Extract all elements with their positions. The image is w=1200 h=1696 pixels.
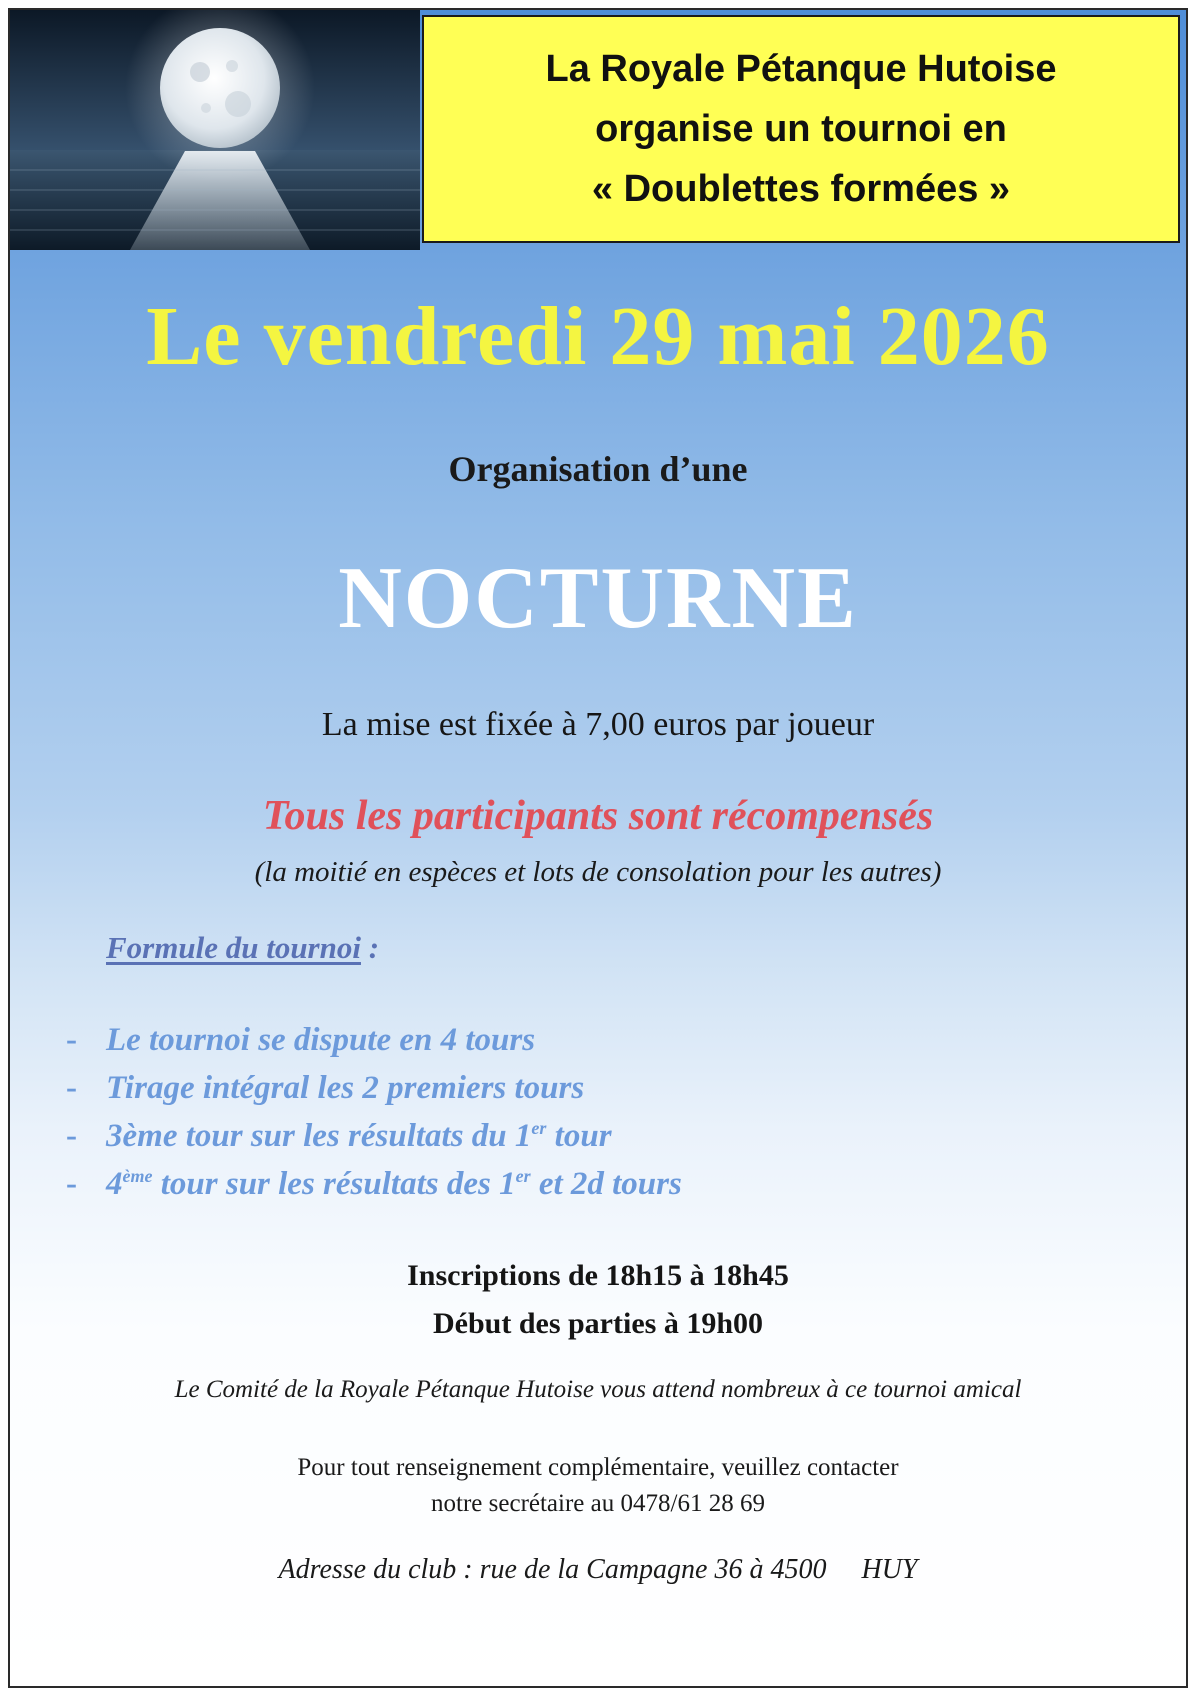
list-dash: -	[66, 1118, 77, 1154]
title-line-1: La Royale Pétanque Hutoise	[545, 48, 1057, 90]
rewards-note: (la moitié en espèces et lots de consolation pour les autres)	[254, 856, 942, 888]
event-type-heading: NOCTURNE	[338, 550, 858, 647]
formula-list	[66, 1016, 682, 1208]
schedule	[10, 1252, 1186, 1348]
formula-heading-text: Formule du tournoi	[106, 930, 361, 965]
list-item	[66, 1016, 682, 1064]
contact-line-1: Pour tout renseignement complémentaire, veuillez contacter	[297, 1454, 899, 1481]
contact-line-2: notre secrétaire au 0478/61 28 69	[431, 1490, 765, 1517]
contact-info	[10, 1450, 1186, 1522]
moon-over-sea-photo	[10, 10, 420, 250]
superscript: ème	[122, 1166, 153, 1186]
event-date: Le vendredi 29 mai 2026	[146, 290, 1050, 383]
title-line-2: organise un tournoi en	[595, 108, 1007, 150]
committee-invitation: Le Comité de la Royale Pétanque Hutoise vous attend nombreux à ce tournoi amical	[174, 1376, 1022, 1403]
club-address: Adresse du club : rue de la Campagne 36 à 4500 HUY	[278, 1554, 918, 1585]
formula-heading	[106, 930, 379, 966]
entry-fee: La mise est fixée à 7,00 euros par joueur	[321, 706, 875, 743]
list-dash: -	[66, 1166, 77, 1202]
registration-time: Inscriptions de 18h15 à 18h45	[407, 1259, 789, 1292]
start-time: Début des parties à 19h00	[432, 1307, 763, 1340]
list-dash: -	[66, 1022, 77, 1058]
list-item-text-mid: tour sur les résultats des 1	[152, 1166, 516, 1202]
list-item-text: Le tournoi se dispute en 4 tours	[106, 1022, 536, 1058]
list-item	[66, 1064, 682, 1112]
organisation-line: Organisation d’une	[448, 449, 748, 489]
rewards-headline: Tous les participants sont récompensés	[262, 793, 934, 839]
formula-heading-colon: :	[360, 930, 380, 965]
list-item-text: 4	[106, 1166, 123, 1202]
list-item-text: 3ème tour sur les résultats du 1	[106, 1118, 532, 1154]
list-item-text-end: et 2d tours	[530, 1166, 682, 1202]
list-dash: -	[66, 1070, 77, 1106]
list-item-text-end: tour	[546, 1118, 612, 1154]
superscript: er	[531, 1118, 547, 1138]
list-item	[66, 1160, 682, 1208]
tournament-poster	[8, 8, 1188, 1688]
title-line-3: « Doublettes formées »	[591, 168, 1011, 210]
list-item	[66, 1112, 682, 1160]
organizer-title-box	[422, 15, 1180, 243]
superscript: er	[515, 1166, 531, 1186]
list-item-text: Tirage intégral les 2 premiers tours	[106, 1070, 585, 1106]
